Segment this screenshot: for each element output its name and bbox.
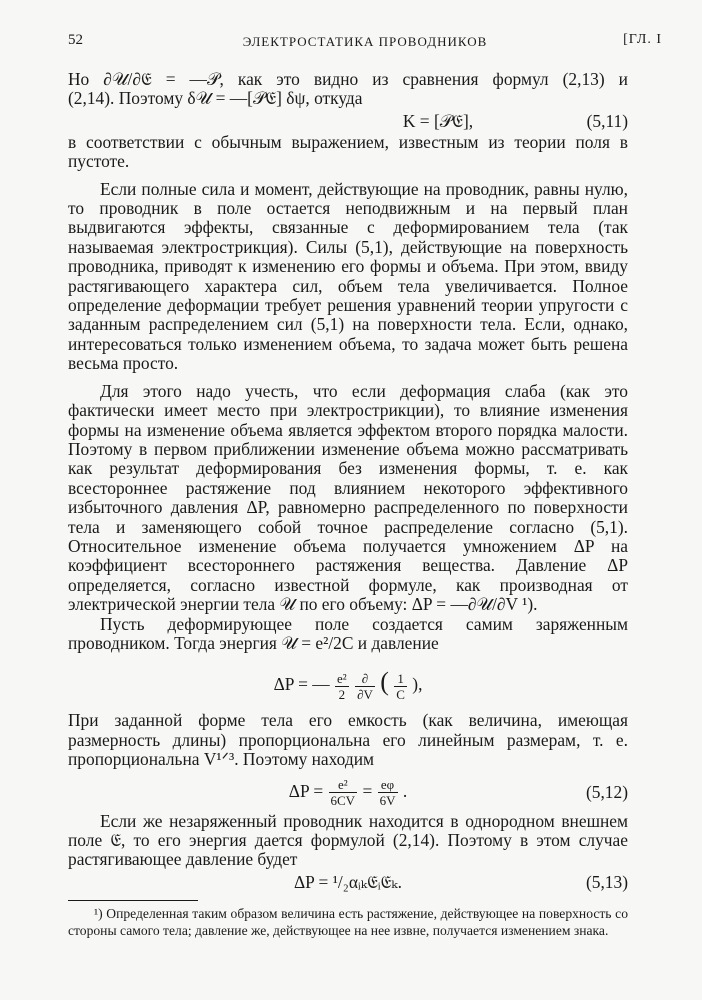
paragraph: в соответствии с обычным выражением, известным из теории поля в пустоте. xyxy=(68,131,628,172)
equation-number: (5,11) xyxy=(586,110,628,131)
frac-den: 2 xyxy=(338,686,346,702)
frac-num: eφ xyxy=(378,777,398,793)
paragraph: Пусть деформирующее поле создается самим заряженным проводником. Тогда энергия 𝒰 = e²/2C и давление xyxy=(68,613,628,653)
paragraph: Если полные сила и момент, действующие на проводник, равны нулю, то проводник в поле остается неподвижным и на первый план выдвигаются эффекты, связанные с деформированием тела (так называемая электрострикция). Силы (5,1), действующие на поверхность проводника, приводят к изменению его формы и объема. При этом, ввиду растягивающего характера сил, объем тела увеличивается. Полное определение деформации требует решения уравнений теории упругости с заданным распределением сил (5,1) на поверхности тела. Если, однако, интересоваться только изменением объема, то задача может быть решена весьма просто. xyxy=(68,178,628,374)
frac-den: 6V xyxy=(379,793,396,809)
frac-num: e² xyxy=(337,670,347,686)
equation-pressure: ΔP = — $\frac{\text{e²}}{2}$ $\frac{\partial}{\partial V}$ ( $\frac{1}{C}$ ), xyxy=(273,667,423,702)
eq-equals: = xyxy=(362,780,373,801)
frac-den: ∂V xyxy=(357,686,373,702)
frac-den: 6CV xyxy=(330,793,356,809)
footnote-divider xyxy=(68,900,198,901)
eq-period: . xyxy=(402,780,408,801)
page-body xyxy=(68,70,628,939)
frac-num: 1 xyxy=(394,671,407,687)
equation-5-11 xyxy=(68,109,628,133)
chapter-marker: [ГЛ. I xyxy=(623,32,662,47)
running-title: ЭЛЕКТРОСТАТИКА ПРОВОДНИКОВ xyxy=(242,34,488,49)
eq-lhs: ΔP = — xyxy=(273,674,330,695)
equation-5-12 xyxy=(68,770,628,812)
frac-num: e² xyxy=(329,777,358,793)
equation-body: K = [𝒫𝔈], xyxy=(402,110,474,131)
paragraph: При заданной форме тела его емкость (как величина, имеющая размерность длины) пропорциональна его линейным размерам, т. е. пропорциональна V¹ᐟ³. Поэтому находим xyxy=(68,710,628,770)
frac-den: C xyxy=(396,686,405,702)
footnote: ¹) Определенная таким образом величина есть растяжение, действующее на поверхность со стороны самого тела; давление же, действующее на нее извне, получается изменением знака. xyxy=(68,905,628,938)
paragraph-line: (2,14). Поэтому δ𝒰 = —[𝒫𝔈] δψ, откуда xyxy=(68,88,363,109)
paragraph: Для этого надо учесть, что если деформация слаба (как это фактически имеет место при электрострикции), то влияние изменения формы на изменение объема является эффектом второго порядка малости. Поэтому в первом приближении изменение объема можно рассматривать как результат деформирования без изменения формы, т. е. как всестороннее растяжение под влиянием некоторого эффективного избыточного давления ΔP, равномерно распределенного по поверхности тела и заменяющего собой точное распределение согласно (5,1). Относительное изменение объема получается умножением ΔP на коэффициент всестороннего растяжения вещества. Давление ΔP определяется, согласно известной формуле, как производная от электрической энергии тела 𝒰 по его объему: ΔP = —∂𝒰/∂V ¹). xyxy=(68,380,628,615)
eq-tail: ), xyxy=(412,674,423,695)
fraction-derivative xyxy=(355,671,375,702)
paragraph: Если же незаряженный проводник находится в однородном внешнем поле 𝔈, то его энергия дается формулой (2,14). Поэтому в этом случае растягивающее давление будет xyxy=(68,810,628,870)
equation-number: (5,13) xyxy=(585,871,628,892)
page-header xyxy=(68,32,662,56)
page-number: 52 xyxy=(68,32,83,48)
fraction-e2-over-2 xyxy=(335,671,349,702)
frac-num: ∂ xyxy=(355,671,375,687)
paragraph-line: Но ∂𝒰/∂𝔈 = —𝒫, как это видно из сравнения формул (2,13) и xyxy=(68,69,628,89)
fraction-e2-over-6cv xyxy=(329,777,358,808)
eq-lhs: ΔP = xyxy=(288,780,324,801)
fraction-one-over-c xyxy=(394,671,407,702)
equation-body: ΔP = ¹/₂αᵢₖ𝔈ᵢ𝔈ₖ. xyxy=(294,871,402,892)
equation-5-13 xyxy=(68,870,628,894)
fraction-ephi-over-6v xyxy=(378,777,398,808)
equation-number: (5,12) xyxy=(585,781,628,802)
